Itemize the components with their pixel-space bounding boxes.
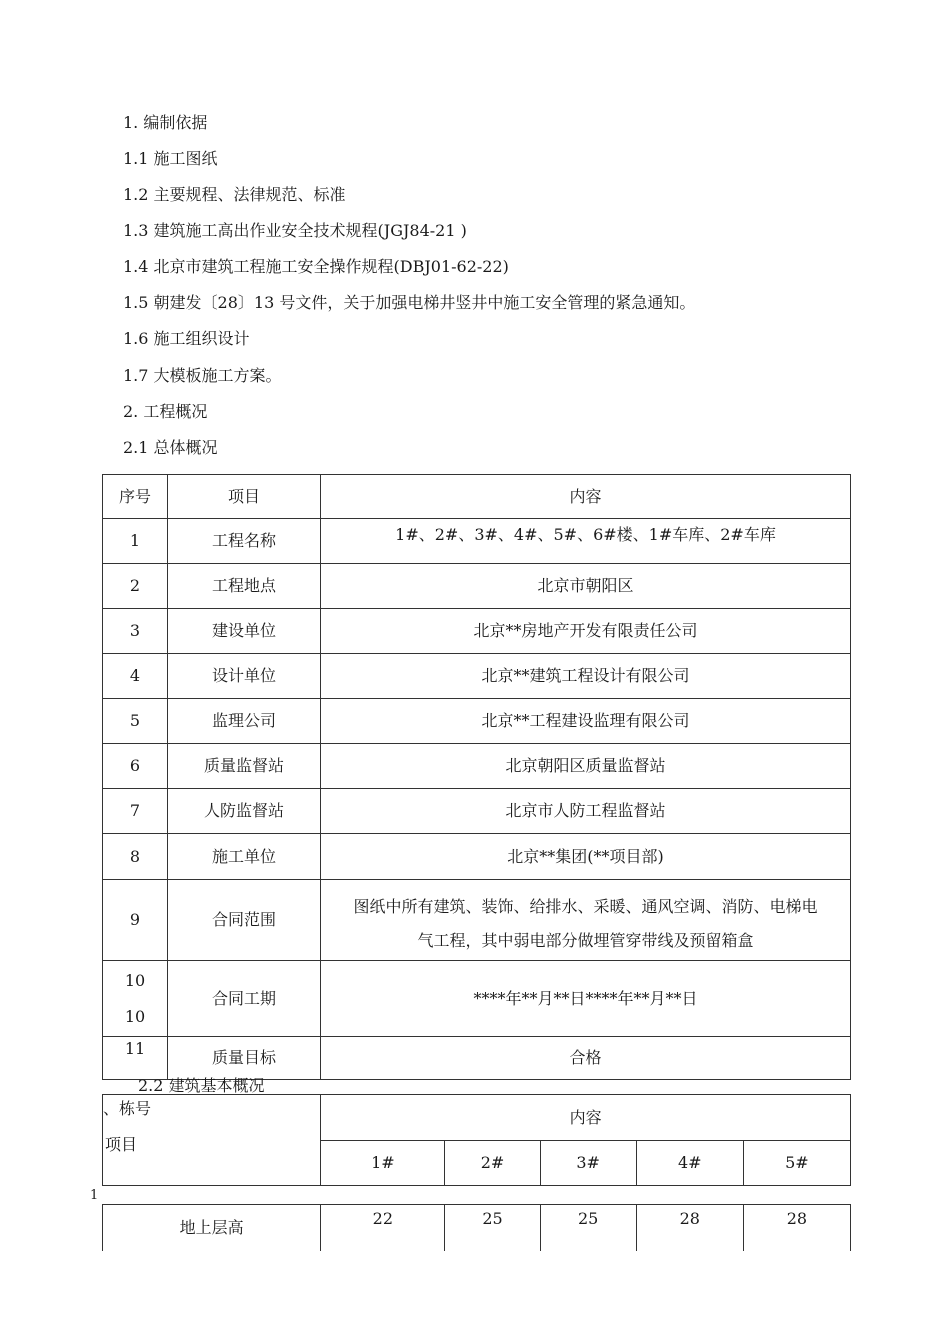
corner-top-label: 、栋号 [103, 1099, 152, 1118]
row-content: 北京**建筑工程设计有限公司 [321, 654, 851, 699]
table-row [103, 654, 851, 699]
content-header: 内容 [321, 1095, 851, 1141]
row-item: 合同工期 [168, 961, 321, 1037]
row-content: 北京**工程建设监理有限公司 [321, 699, 851, 744]
row-content: 北京**房地产开发有限责任公司 [321, 609, 851, 654]
table-row [103, 789, 851, 834]
page-number: 1 [90, 1188, 99, 1203]
row-item: 工程地点 [168, 564, 321, 609]
row-number: 6 [103, 744, 168, 789]
row-number: 8 [103, 834, 168, 880]
row-content: 北京**集团(**项目部) [321, 834, 851, 880]
content-line: 图纸中所有建筑、装饰、给排水、采暖、通风空调、消防、电梯电 [353, 897, 818, 916]
row-number: 3 [103, 609, 168, 654]
row-item: 合同范围 [168, 880, 321, 961]
row-content: 北京朝阳区质量监督站 [321, 744, 851, 789]
row-item: 人防监督站 [168, 789, 321, 834]
table-row [103, 519, 851, 564]
outline-line: 2.1 总体概况 [123, 438, 218, 457]
outline-line: 2. 工程概况 [123, 402, 208, 421]
table-row [103, 1037, 851, 1080]
outline-line: 1.7 大模板施工方案。 [123, 366, 282, 385]
table-header-row [103, 475, 851, 519]
overview-table [102, 474, 851, 1080]
header-cell: 序号 [103, 475, 168, 519]
row-number: 2 [103, 564, 168, 609]
table-row [103, 699, 851, 744]
row-number: 4 [103, 654, 168, 699]
row-value: 28 [636, 1205, 743, 1251]
row-content: ****年**月**日****年**月**日 [321, 961, 851, 1037]
row-content: 1#、2#、3#、4#、5#、6#楼、1#车库、2#车库 [321, 519, 851, 564]
building-table-header [102, 1094, 851, 1186]
outline-line: 1.3 建筑施工高出作业安全技术规程(JGJ84-21 ) [123, 221, 467, 240]
row-number [103, 961, 168, 1037]
row-number-line: 10 [124, 970, 146, 990]
outline-line: 1.2 主要规程、法律规范、标准 [123, 185, 346, 204]
row-item: 建设单位 [168, 609, 321, 654]
content-line: 气工程，其中弱电部分做埋管穿带线及预留箱盒 [417, 931, 754, 950]
row-number: 7 [103, 789, 168, 834]
building-header: 4# [636, 1141, 743, 1186]
corner-bottom-label: 项目 [105, 1135, 138, 1154]
row-value: 28 [743, 1205, 850, 1251]
outline-line: 1.5 朝建发〔28〕13 号文件，关于加强电梯井竖井中施工安全管理的紧急通知。 [123, 293, 696, 312]
outline-line: 1.1 施工图纸 [123, 149, 218, 168]
building-header: 1# [321, 1141, 445, 1186]
table-row [103, 961, 851, 1037]
header-cell: 内容 [321, 475, 851, 519]
corner-cell [103, 1095, 321, 1186]
table-row [103, 564, 851, 609]
table-row [103, 744, 851, 789]
table-row [103, 834, 851, 880]
row-item: 质量目标 [168, 1037, 321, 1080]
outline-line: 1. 编制依据 [123, 113, 208, 132]
table-row [103, 609, 851, 654]
building-header: 5# [743, 1141, 850, 1186]
building-table-body [102, 1204, 851, 1251]
row-item: 质量监督站 [168, 744, 321, 789]
row-number: 11 [103, 1037, 168, 1080]
row-item: 施工单位 [168, 834, 321, 880]
outline-line: 1.4 北京市建筑工程施工安全操作规程(DBJ01-62-22) [123, 257, 509, 276]
row-value: 22 [321, 1205, 445, 1251]
row-item: 设计单位 [168, 654, 321, 699]
row-number: 1 [103, 519, 168, 564]
row-number-line: 10 [124, 1006, 146, 1026]
row-label: 地上层高 [103, 1205, 321, 1251]
building-header: 2# [445, 1141, 540, 1186]
row-content: 北京市人防工程监督站 [321, 789, 851, 834]
table-row [103, 880, 851, 961]
row-value: 25 [540, 1205, 636, 1251]
row-item: 工程名称 [168, 519, 321, 564]
section-heading: 2.2 建筑基本概况 [138, 1076, 265, 1095]
building-header: 3# [540, 1141, 636, 1186]
row-content [321, 880, 851, 961]
outline-line: 1.6 施工组织设计 [123, 329, 250, 348]
table-row [103, 1205, 851, 1251]
row-number: 5 [103, 699, 168, 744]
row-number: 9 [103, 880, 168, 961]
row-content: 北京市朝阳区 [321, 564, 851, 609]
row-value: 25 [445, 1205, 540, 1251]
header-cell: 项目 [168, 475, 321, 519]
row-content: 合格 [321, 1037, 851, 1080]
row-item: 监理公司 [168, 699, 321, 744]
